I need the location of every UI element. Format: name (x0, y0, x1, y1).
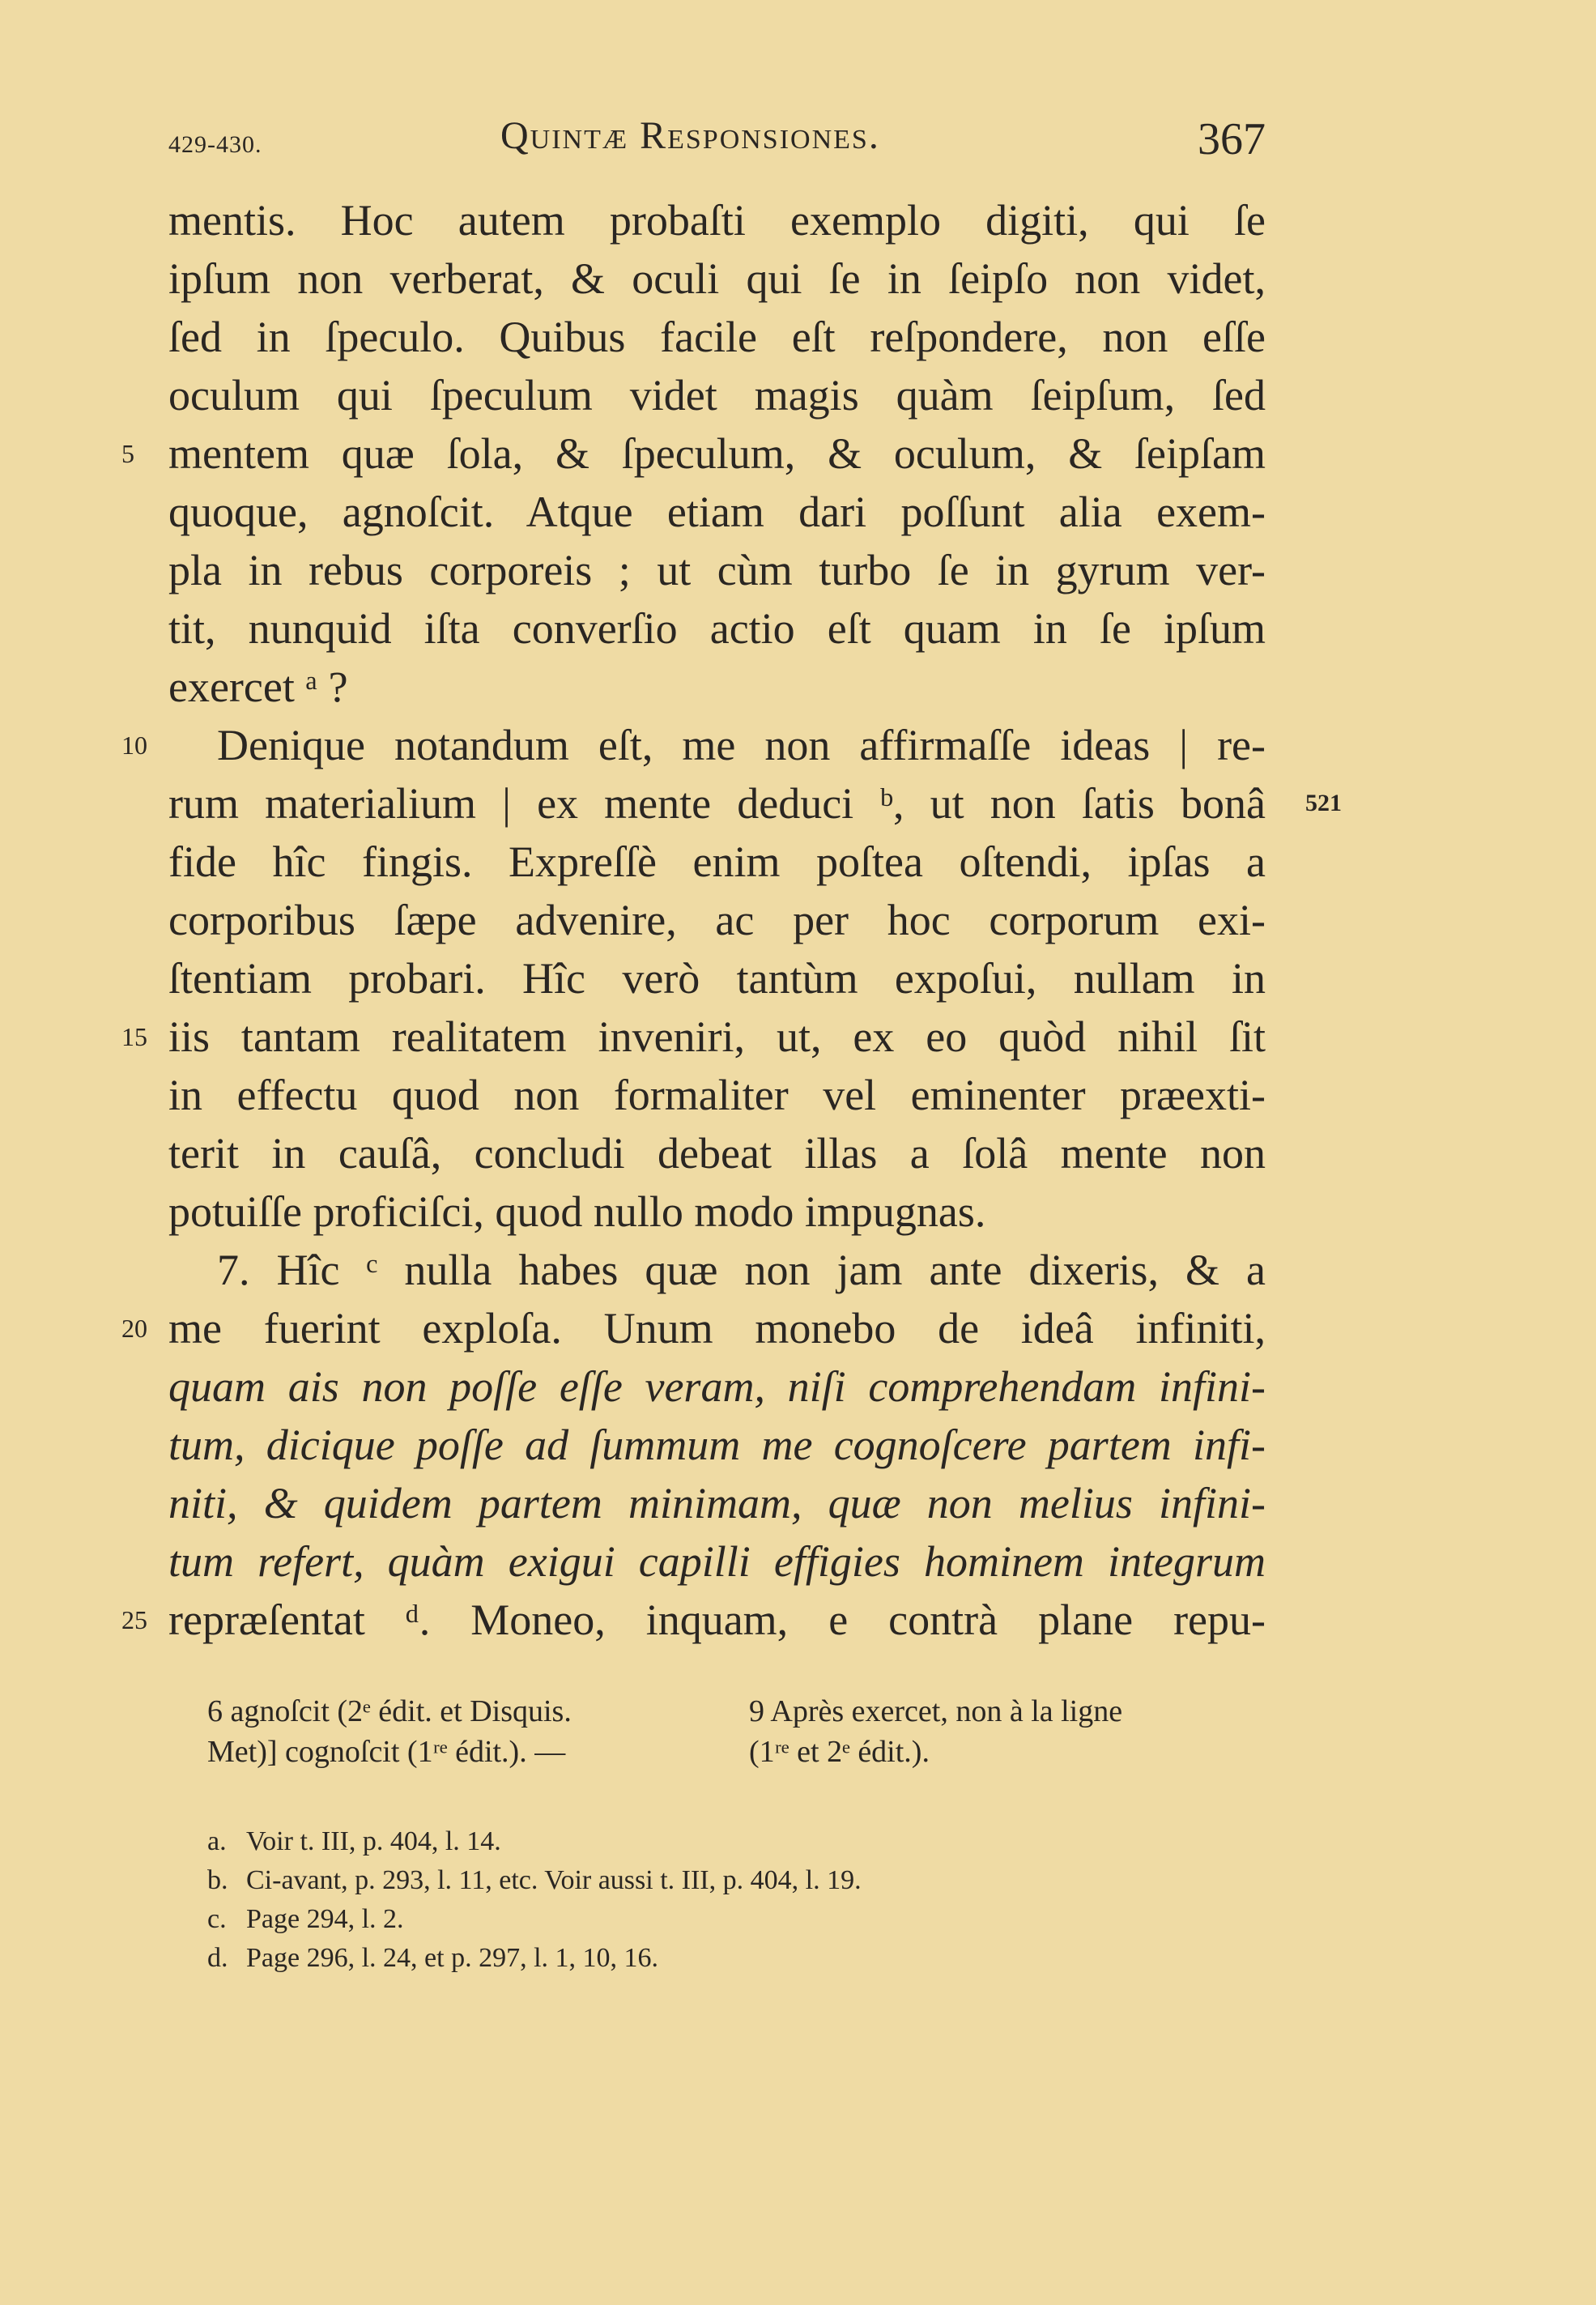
text-line: exercet ᵃ ? (168, 663, 348, 711)
text-line: mentis. Hoc autem probaſti exemplo digiti, qui ſe (168, 196, 1266, 245)
text-line: quoque, agnoſcit. Atque etiam dari poſſunt alia exem- (168, 488, 1266, 536)
line-number: 20 (121, 1314, 147, 1343)
footnote-key: c. (207, 1904, 227, 1934)
text-line: iis tantam realitatem inveniri, ut, ex eo quòd nihil ſit (168, 1012, 1266, 1061)
text-line: potuiſſe proficiſci, quod nullo modo impugnas. (168, 1187, 986, 1236)
line-number: 5 (121, 439, 134, 468)
footnote (207, 1939, 862, 1978)
text-line: mentem quæ ſola, & ſpeculum, & oculum, & ſeipſam (168, 429, 1266, 478)
variant-readings-left (207, 1691, 572, 1772)
footnote-text: Ci-avant, p. 293, l. 11, etc. Voir aussi t. III, p. 404, l. 19. (246, 1865, 862, 1895)
text-line: ipſum non verberat, & oculi qui ſe in ſeipſo non videt, (168, 254, 1266, 303)
variant-line: 9 Après exercet, non à la ligne (749, 1694, 1123, 1728)
page-number: 367 (1198, 114, 1266, 164)
text-line: quam ais non poſſe eſſe veram, niſi comprehendam infini- (168, 1362, 1266, 1411)
variant-line: 6 agnoſcit (2ᵉ édit. et Disquis. (207, 1694, 572, 1728)
text-line: tum, dicique poſſe ad ſummum me cognoſcere partem infi- (168, 1421, 1266, 1469)
text-line: corporibus ſæpe advenire, ac per hoc corporum exi- (168, 896, 1266, 944)
text-line: rum materialium | ex mente deduci ᵇ, ut non ſatis bonâ (168, 779, 1266, 828)
variant-line: (1ʳᵉ et 2ᵉ édit.). (749, 1735, 930, 1769)
variant-readings-right (749, 1691, 1122, 1772)
text-line: Denique notandum eſt, me non affirmaſſe ideas | re- (217, 721, 1266, 769)
footnotes (207, 1822, 862, 1978)
text-line: 7. Hîc ᶜ nulla habes quæ non jam ante dixeris, & a (217, 1246, 1266, 1294)
footnote-text: Voir t. III, p. 404, l. 14. (246, 1826, 501, 1856)
footnote (207, 1900, 862, 1939)
text-line: in effectu quod non formaliter vel eminenter præexti- (168, 1071, 1266, 1119)
text-line: terit in cauſâ, concludi debeat illas a ſolâ mente non (168, 1129, 1266, 1178)
text-line: niti, & quidem partem minimam, quæ non melius infini- (168, 1479, 1266, 1527)
footnote-key: a. (207, 1826, 227, 1856)
text-line: ſed in ſpeculo. Quibus facile eſt reſpondere, non eſſe (168, 313, 1266, 361)
footnote-text: Page 294, l. 2. (246, 1904, 404, 1934)
header-title: Quintæ Responsiones. (500, 114, 880, 157)
text-line: me fuerint exploſa. Unum monebo de ideâ infiniti, (168, 1304, 1266, 1353)
footnote (207, 1861, 862, 1900)
text-line: tum refert, quàm exigui capilli effigies hominem integrum (168, 1537, 1266, 1586)
footnote (207, 1822, 862, 1861)
margin-page-reference: 521 (1305, 790, 1342, 816)
footnote-key: d. (207, 1943, 228, 1973)
text-line: ſtentiam probari. Hîc verò tantùm expoſui, nullam in (168, 954, 1266, 1003)
variant-line: Met)] cognoſcit (1ʳᵉ édit.). — (207, 1735, 566, 1769)
line-number: 15 (121, 1022, 147, 1051)
text-line: oculum qui ſpeculum videt magis quàm ſeipſum, ſed (168, 371, 1266, 420)
footnote-text: Page 296, l. 24, et p. 297, l. 1, 10, 16. (246, 1943, 659, 1973)
running-header (168, 113, 1266, 178)
text-line: fide hîc fingis. Expreſſè enim poſtea oſtendi, ipſas a (168, 837, 1266, 886)
line-number: 10 (121, 731, 147, 760)
header-page-range: 429-430. (168, 131, 262, 158)
text-line: tit, nunquid iſta converſio actio eſt quam in ſe ipſum (168, 604, 1266, 653)
footnote-key: b. (207, 1865, 228, 1895)
line-number: 25 (121, 1605, 147, 1634)
text-line: repræſentat ᵈ. Moneo, inquam, e contrà plane repu- (168, 1596, 1266, 1644)
text-line: pla in rebus corporeis ; ut cùm turbo ſe in gyrum ver- (168, 546, 1266, 594)
